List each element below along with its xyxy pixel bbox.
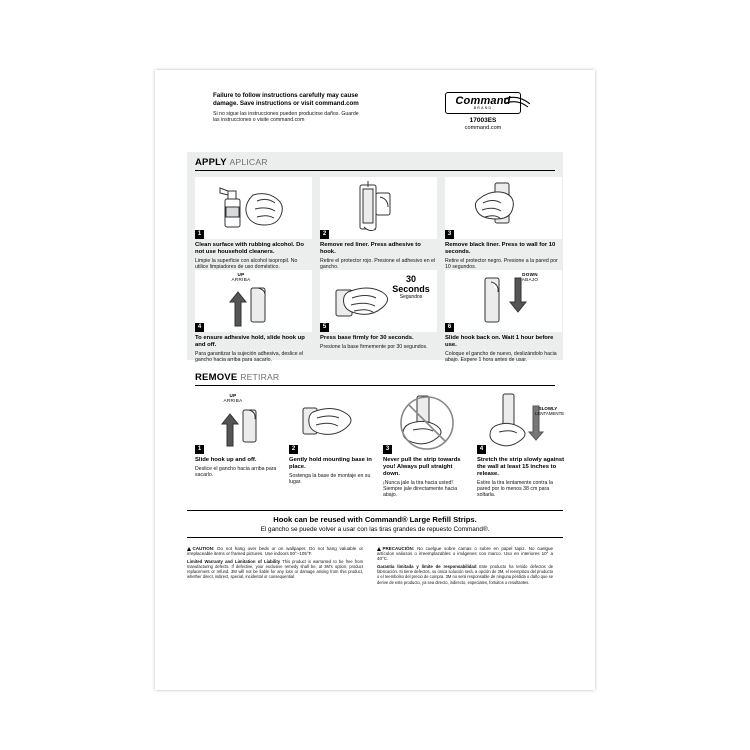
remove-step-1-caption-en: Slide hook up and off. (195, 457, 257, 463)
warranty-body: This product is warranted to be free from manufacturing defects. If defective, your exclusive remedy shall be, at 3M's option, product replacement or refund. 3M will not be liable for any loss or damage arising from this product, whether direct, indirect, special, incidental or consequential. (187, 559, 363, 580)
remove-step-2-figure (289, 392, 377, 454)
apply-step-2-caption-en: Remove red liner. Press adhesive to hook. (320, 242, 421, 255)
remove-title (195, 372, 555, 383)
apply-step-6-badge-es: ABAJO (521, 277, 539, 282)
apply-section (187, 152, 563, 364)
brand-wordmark: Command (455, 95, 511, 107)
remove-step-1-figure (195, 392, 283, 454)
apply-step-2-figure (320, 177, 437, 239)
apply-step-6 (445, 270, 562, 363)
remove-title-es: RETIRAR (240, 372, 280, 382)
apply-step-4-caption-es: Para garantizar la sujeción adhesiva, deslice el gancho hacia arriba para sacarlo. (195, 351, 304, 364)
warning-text-es: Si no sigue las instrucciones pueden producirse daños. Guarde las instrucciones o visite command.com (213, 111, 359, 124)
apply-step-4-caption-en: To ensure adhesive hold, slide hook up and off. (195, 335, 305, 348)
remove-section (187, 370, 563, 502)
apply-step-4-number: 4 (195, 323, 204, 332)
apply-step-4-badge-en: UP (237, 272, 245, 277)
remove-step-1-caption-es: Deslice el gancho hacia arriba para sacarlo. (195, 466, 277, 479)
apply-step-6-badge-en: DOWN (522, 272, 538, 277)
apply-step-1-caption-es: Limpie la superficie con alcohol isopropil. No utilice limpiadores de uso doméstico. (195, 258, 298, 271)
legal-column-es (377, 546, 553, 585)
apply-step-3-caption-es: Retire el protector negro. Presione a la pared por 10 segundos. (445, 258, 558, 271)
remove-step-2-caption-en: Gently hold mounting base in place. (289, 457, 372, 470)
apply-row-2 (195, 270, 562, 363)
sku-number: 17003ES (469, 117, 497, 124)
swoosh-icon (504, 96, 530, 110)
remove-divider (195, 385, 555, 386)
remove-title-en: REMOVE (195, 372, 238, 383)
reuse-divider-top (187, 510, 563, 511)
header (213, 92, 543, 144)
apply-step-4 (195, 270, 312, 363)
legal-block (187, 546, 563, 585)
apply-step-2-caption-es: Retire el protector rojo. Presione el adhesivo en el gancho. (320, 258, 436, 271)
apply-step-4-figure (195, 270, 312, 332)
apply-step-3 (445, 177, 562, 270)
apply-step-6-caption-es: Coloque el gancho de nuevo, deslizándolo hacia abajo. Espere 1 hora antes de usar. (445, 351, 557, 364)
remove-step-4-badge-en: SLOWLY (538, 406, 558, 411)
apply-step-1 (195, 177, 312, 270)
remove-step-4 (477, 392, 565, 499)
remove-step-1-badge (213, 393, 253, 403)
remove-step-4-badge (535, 406, 565, 417)
apply-title-en: APPLY (195, 157, 227, 168)
apply-step-1-figure (195, 177, 312, 239)
remove-step-4-caption-en: Stretch the strip slowly against the wall at least 15 inches to release. (477, 457, 565, 477)
remove-step-3-number: 3 (383, 445, 392, 454)
apply-step-5 (320, 270, 437, 363)
remove-row (195, 392, 565, 499)
warranty-es-title: Garantía limitada y límite de responsabilidad (377, 564, 477, 570)
reuse-block (187, 510, 563, 538)
warranty-title: Limited Warranty and Limitation of Liability (187, 559, 281, 565)
apply-step-6-figure (445, 270, 562, 332)
caution-triangle-icon-es (377, 547, 381, 551)
caution-triangle-icon (187, 547, 191, 551)
apply-divider (195, 170, 555, 171)
apply-step-5-caption-en: Press base firmly for 30 seconds. (320, 335, 414, 341)
remove-step-4-caption-es: Estire la tira lentamente contra la pared por lo menos 38 cm para soltarla. (477, 480, 553, 499)
command-logo (445, 92, 520, 114)
caution-es-label: PRECAUCIÓN: (382, 546, 415, 551)
apply-step-2-number: 2 (320, 230, 329, 239)
remove-step-2-number: 2 (289, 445, 298, 454)
remove-step-3-figure (383, 392, 471, 454)
apply-step-6-number: 6 (445, 323, 454, 332)
remove-step-3-caption-es: ¡Nunca jale la tira hacia usted! Siempre jale directamente hacia abajo. (383, 480, 458, 499)
remove-step-2-caption-es: Sostenga la base de montaje en su lugar. (289, 473, 371, 486)
remove-step-4-figure (477, 392, 565, 454)
reuse-line-es: El gancho se puede volver a usar con las tiras grandes de repuesto Command®. (260, 526, 490, 533)
apply-title (195, 157, 555, 168)
apply-step-2 (320, 177, 437, 270)
brand-block (423, 92, 543, 131)
apply-step-3-caption-en: Remove black liner. Press to wall for 10 seconds. (445, 242, 556, 255)
caution-en-label: CAUTION: (192, 546, 215, 551)
remove-step-1 (195, 392, 283, 499)
apply-step-5-figure (320, 270, 437, 332)
remove-step-3 (383, 392, 471, 499)
apply-step-3-number: 3 (445, 230, 454, 239)
apply-step-5-badge-en: 30 Seconds (392, 274, 430, 294)
remove-step-2 (289, 392, 377, 499)
warning-text-en: Failure to follow instructions carefully may cause damage. Save instructions or visit command.com (213, 92, 359, 107)
remove-step-1-number: 1 (195, 445, 204, 454)
remove-step-1-badge-es: ARRIBA (223, 398, 243, 403)
apply-title-es: APLICAR (229, 157, 268, 167)
apply-step-5-number: 5 (320, 323, 329, 332)
apply-step-1-caption-en: Clean surface with rubbing alcohol. Do not use household cleaners. (195, 242, 304, 255)
caution-es-text: No cuelgue sobre camas o sobre en papel tapiz. No cuelgue artículos valiosos o irreemplazables o imágenes con marco. Uso en interiores 10° a 40°C. (377, 546, 553, 562)
remove-step-1-badge-en: UP (229, 393, 237, 398)
caution-en-text: Do not hang over beds or on wallpaper. Do not hang valuable or irreplaceable items or framed pictures. Use indoors 50°–105°F. (187, 546, 363, 557)
apply-step-5-caption-es: Presione la base firmemente por 30 segundos. (320, 344, 428, 350)
apply-step-3-figure (445, 177, 562, 239)
brand-subtext: BRAND (473, 106, 493, 110)
reuse-divider-bottom (187, 537, 563, 538)
apply-step-1-number: 1 (195, 230, 204, 239)
remove-step-4-badge-es: LENTAMENTE (535, 411, 565, 417)
apply-step-4-badge-es: ARRIBA (231, 277, 251, 282)
reuse-line-en: Hook can be reused with Command® Large Refill Strips. (273, 515, 477, 524)
caution-es-line (377, 546, 553, 561)
warranty-es-body: Este producto ha tenido defectos de fabricación. Si tiene defectos, su única solución será, a opción de 3M, el reemplazo del producto o el reembolso del precio de compra. 3M no será responsable de ninguna pérdida o daño que se derive de este producto, ya sea directo, indirecto, especiales, fortuitos o resultantes. (377, 564, 554, 585)
apply-step-5-badge-es: Segundos (399, 294, 423, 300)
website-text: command.com (464, 125, 502, 131)
apply-row-1 (195, 177, 562, 270)
remove-step-3-caption-en: Never pull the strip towards you! Always pull straight down. (383, 457, 461, 477)
legal-column-en (187, 546, 363, 585)
instruction-sheet (155, 70, 595, 690)
apply-step-6-caption-en: Slide hook back on. Wait 1 hour before use. (445, 335, 554, 348)
remove-step-4-number: 4 (477, 445, 486, 454)
caution-en-line (187, 546, 363, 556)
